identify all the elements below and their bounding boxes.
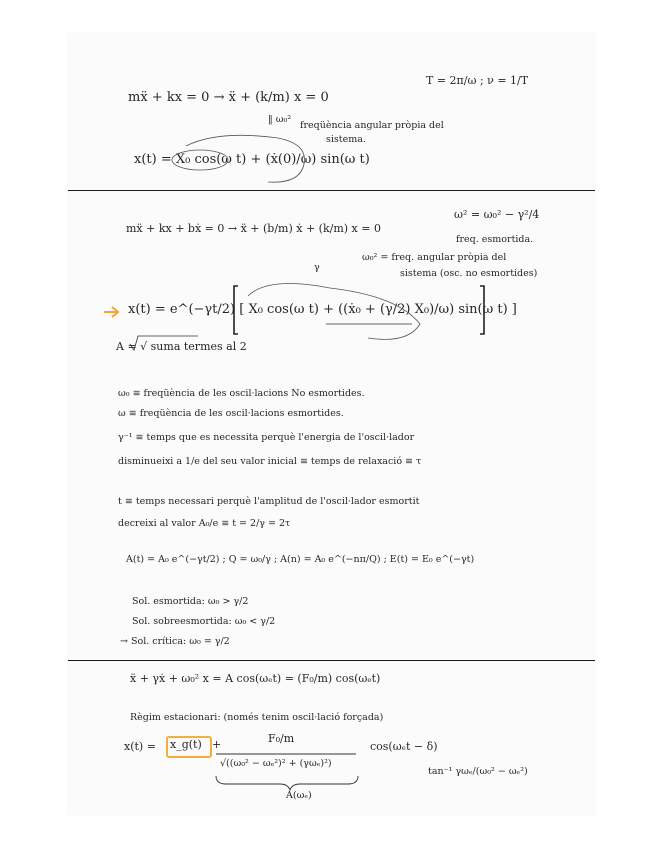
- undamped-solution: x(t) = X₀ cos(ω t) + (ẋ(0)/ω) sin(ω t): [134, 152, 370, 167]
- fraction-numerator: F₀/m: [268, 732, 295, 745]
- notebook-page: [68, 34, 595, 814]
- case-overdamped: Sol. sobreesmortida: ω₀ < γ/2: [132, 616, 276, 627]
- definition-omega: ω ≡ freqüència de les oscil·lacions esmortides.: [118, 408, 344, 419]
- amplitude-label: A(ωₑ): [286, 790, 312, 801]
- omega0-note-2: sistema (osc. no esmortides): [400, 268, 538, 279]
- forced-equation: ẍ + γẋ + ω₀² x = A cos(ωₑt) = (F₀/m) cos(ωₑt): [130, 672, 381, 685]
- cos-term: cos(ωₑt − δ): [370, 740, 438, 753]
- transient-term: x_g(t): [170, 738, 202, 751]
- highlight-arrow-icon: [104, 307, 118, 317]
- plus-sign: +: [212, 738, 222, 751]
- case-underdamped: Sol. esmortida: ω₀ > γ/2: [132, 596, 249, 607]
- omega0-note-1: ω₀² = freq. angular pròpia del: [362, 252, 507, 263]
- fraction-denominator: √((ω₀² − ωₑ²)² + (γωₑ)²): [220, 758, 332, 769]
- forced-solution-lhs: x(t) =: [124, 740, 156, 753]
- gamma-label: γ: [314, 262, 320, 273]
- definition-time-2: decreixi al valor A₀/e ≡ t = 2/γ = 2τ: [118, 518, 291, 529]
- annotations-overlay: [68, 34, 595, 814]
- damped-equation: mẍ + kx + bẋ = 0 → ẍ + (b/m) ẋ + (k/m) x = 0: [126, 222, 381, 235]
- section-divider-1: [68, 190, 595, 191]
- damped-omega-definition: ω² = ω₀² − γ²/4: [454, 208, 540, 221]
- period-formula: T = 2π/ω ; ν = 1/T: [426, 74, 529, 87]
- definition-time-1: t ≡ temps necessari perquè l'amplitud de l'oscil·lador esmortit: [118, 496, 420, 507]
- damped-omega-note: freq. esmortida.: [456, 234, 534, 245]
- case-critical: → Sol. crítica: ω₀ = γ/2: [120, 636, 230, 647]
- omega0-description-2: sistema.: [326, 134, 366, 145]
- steady-state-note: Règim estacionari: (només tenim oscil·lació forçada): [130, 712, 384, 723]
- section-divider-2: [68, 660, 595, 661]
- definition-gamma-2: disminueixi a 1/e del seu valor inicial ≡ temps de relaxació ≡ τ: [118, 456, 422, 467]
- definition-omega0: ω₀ ≡ freqüència de les oscil·lacions No esmortides.: [118, 388, 365, 399]
- damped-solution: x(t) = e^(−γt/2) [ X₀ cos(ω t) + ((ẋ₀ + (γ/2) X₀)/ω) sin(ω t) ]: [128, 302, 517, 317]
- phase-term: tan⁻¹ γωₑ/(ω₀² − ωₑ²): [428, 766, 528, 777]
- definition-gamma-1: γ⁻¹ ≡ temps que es necessita perquè l'energia de l'oscil·lador: [118, 432, 415, 443]
- amplitude-note: A = √ suma termes al 2: [116, 340, 247, 353]
- omega0-marker: ‖ ω₀²: [268, 114, 292, 125]
- decay-formulas: A(t) = A₀ e^(−γt/2) ; Q = ω₀/γ ; A(n) = A₀ e^(−nπ/Q) ; E(t) = E₀ e^(−γt): [126, 554, 475, 565]
- underbrace: [216, 776, 358, 790]
- omega0-description: freqüència angular pròpia del: [300, 120, 444, 131]
- undamped-equation: mẍ + kx = 0 → ẍ + (k/m) x = 0: [128, 90, 329, 105]
